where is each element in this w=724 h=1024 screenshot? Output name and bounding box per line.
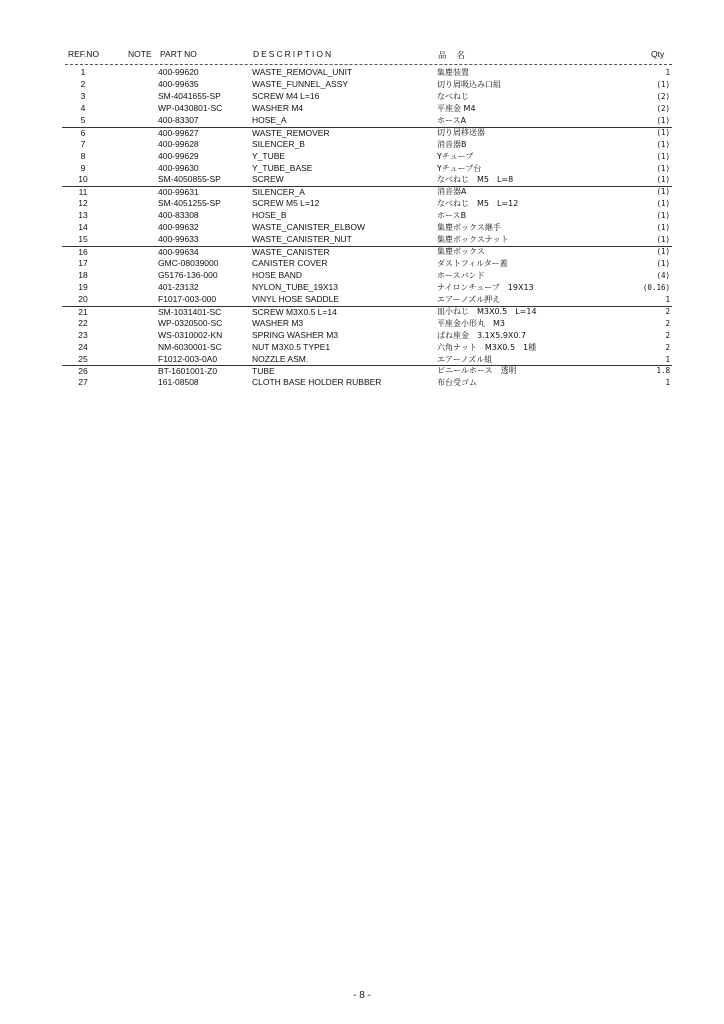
part-no-cell: SM-1031401-SC bbox=[158, 306, 222, 317]
qty-cell: 1 bbox=[665, 68, 670, 77]
description-cell: WASHER M4 bbox=[252, 102, 304, 113]
ref-no-cell: 9 bbox=[80, 162, 86, 173]
ref-no-cell: 26 bbox=[78, 366, 88, 377]
japanese-name-cell: なべねじ M5 L=12 bbox=[437, 199, 519, 209]
qty-cell: 2 bbox=[665, 318, 670, 328]
japanese-name-cell: エアーノズル組 bbox=[437, 354, 493, 364]
qty-cell: (2) bbox=[656, 91, 670, 101]
part-no-cell: 400-99628 bbox=[158, 138, 199, 149]
qty-cell: 2 bbox=[665, 342, 670, 352]
qty-cell: (0.16) bbox=[642, 282, 670, 292]
part-no-cell: WS-0310002-KN bbox=[158, 329, 223, 340]
qty-cell: (2) bbox=[656, 103, 670, 113]
ref-no-cell: 24 bbox=[78, 341, 88, 352]
japanese-name-cell: ホースB bbox=[437, 211, 467, 221]
japanese-name-cell: 消音器A bbox=[437, 187, 467, 197]
description-cell: HOSE_A bbox=[252, 114, 287, 125]
qty-cell: (1) bbox=[656, 79, 670, 89]
table-row bbox=[62, 222, 672, 234]
description-cell: CANISTER COVER bbox=[252, 258, 328, 268]
table-row bbox=[62, 294, 672, 306]
part-no-cell: 401-23132 bbox=[158, 281, 199, 292]
japanese-name-cell: 切り屑移送器 bbox=[437, 127, 485, 137]
japanese-name-cell: 集塵ボックス継手 bbox=[437, 223, 501, 233]
ref-no-cell: 20 bbox=[78, 293, 88, 304]
ref-no-cell: 21 bbox=[78, 306, 88, 317]
qty-cell: (1) bbox=[656, 211, 670, 221]
japanese-name-cell: ホースバンド bbox=[437, 270, 485, 280]
japanese-name-cell: エアーノズル押え bbox=[437, 294, 501, 304]
description-cell: WASTE_FUNNEL_ASSY bbox=[252, 78, 349, 89]
description-cell: NYLON_TUBE_19X13 bbox=[252, 281, 338, 292]
description-cell: VINYL HOSE SADDLE bbox=[252, 293, 340, 304]
part-no-cell: SM-4051255-SP bbox=[158, 198, 221, 209]
ref-no-cell: 12 bbox=[78, 198, 88, 209]
qty-cell: (1) bbox=[656, 151, 670, 161]
table-row bbox=[62, 163, 672, 175]
qty-cell: (1) bbox=[656, 163, 670, 173]
japanese-name-cell: ビニールホース 透明 bbox=[437, 366, 517, 376]
description-cell: WASTE_CANISTER_NUT bbox=[252, 234, 352, 245]
description-cell: SCREW bbox=[252, 174, 284, 185]
header-qty: Qty bbox=[651, 49, 665, 59]
ref-no-cell: 4 bbox=[80, 102, 86, 113]
page-number: - 8 - bbox=[353, 990, 371, 1001]
japanese-name-cell: なべねじ bbox=[437, 91, 469, 101]
qty-cell: 1 bbox=[665, 294, 670, 304]
header-description: DESCRIPTION bbox=[253, 49, 334, 59]
table-row bbox=[62, 210, 672, 222]
part-no-cell: 400-99631 bbox=[158, 187, 199, 198]
part-no-cell: NM-6030001-SC bbox=[158, 341, 222, 352]
part-no-cell: WP-0430801-SC bbox=[158, 102, 223, 113]
header-japanese-name: 品名 bbox=[438, 50, 476, 60]
description-cell: WASHER M3 bbox=[252, 317, 304, 328]
part-no-cell: BT-1601001-Z0 bbox=[158, 366, 218, 377]
ref-no-cell: 2 bbox=[80, 78, 86, 89]
table-row bbox=[62, 103, 672, 115]
table-row bbox=[62, 186, 672, 198]
ref-no-cell: 7 bbox=[80, 138, 86, 149]
table-header bbox=[62, 49, 672, 63]
qty-cell: (1) bbox=[656, 235, 670, 245]
description-cell: NUT M3X0.5 TYPE1 bbox=[252, 341, 331, 352]
table-row bbox=[62, 377, 672, 389]
part-no-cell: 400-83308 bbox=[158, 210, 199, 221]
qty-cell: (1) bbox=[656, 127, 670, 137]
part-no-cell: F1017-003-000 bbox=[158, 293, 217, 304]
description-cell: HOSE_B bbox=[252, 210, 287, 221]
ref-no-cell: 15 bbox=[78, 234, 88, 245]
part-no-cell: 400-99629 bbox=[158, 150, 199, 161]
description-cell: SCREW M4 L=16 bbox=[252, 90, 320, 101]
part-no-cell: 400-99630 bbox=[158, 162, 199, 173]
ref-no-cell: 11 bbox=[78, 187, 88, 198]
ref-no-cell: 18 bbox=[78, 269, 88, 280]
qty-cell: 1.8 bbox=[656, 366, 670, 376]
table-row bbox=[62, 139, 672, 151]
description-cell: HOSE BAND bbox=[252, 269, 303, 280]
description-cell: WASTE_REMOVER bbox=[252, 127, 330, 138]
ref-no-cell: 5 bbox=[80, 114, 86, 125]
table-row bbox=[62, 318, 672, 330]
ref-no-cell: 19 bbox=[78, 281, 88, 292]
ref-no-cell: 6 bbox=[80, 127, 86, 138]
description-cell: SILENCER_B bbox=[252, 138, 305, 149]
qty-cell: 1 bbox=[665, 378, 670, 388]
table-row bbox=[62, 67, 672, 79]
description-cell: Y_TUBE bbox=[252, 150, 286, 161]
description-cell: SCREW M5 L=12 bbox=[252, 198, 320, 209]
table-row bbox=[62, 174, 672, 186]
table-row bbox=[62, 258, 672, 270]
ref-no-cell: 14 bbox=[78, 222, 88, 233]
part-no-cell: 400-99620 bbox=[158, 67, 199, 77]
qty-cell: 2 bbox=[665, 306, 670, 316]
table-row bbox=[62, 127, 672, 139]
parts-table-body bbox=[62, 67, 672, 389]
qty-cell: (1) bbox=[656, 187, 670, 197]
table-row bbox=[62, 91, 672, 103]
japanese-name-cell: 集塵ボックス bbox=[437, 247, 485, 257]
japanese-name-cell: 皿小ねじ M3X0.5 L=14 bbox=[437, 306, 537, 316]
japanese-name-cell: ばね座金 3.1X5.9X0.7 bbox=[437, 330, 527, 340]
table-row bbox=[62, 234, 672, 246]
description-cell: WASTE_CANISTER_ELBOW bbox=[252, 222, 366, 233]
ref-no-cell: 22 bbox=[78, 317, 88, 328]
part-no-cell: 400-99632 bbox=[158, 222, 199, 233]
ref-no-cell: 13 bbox=[78, 210, 88, 221]
table-row bbox=[62, 198, 672, 210]
japanese-name-cell: 集塵装置 bbox=[437, 68, 469, 77]
description-cell: WASTE_REMOVAL_UNIT bbox=[252, 67, 353, 77]
part-no-cell: 400-83307 bbox=[158, 114, 199, 125]
table-row bbox=[62, 79, 672, 91]
qty-cell: (1) bbox=[656, 223, 670, 233]
qty-cell: (1) bbox=[656, 199, 670, 209]
table-row bbox=[62, 354, 672, 366]
table-row bbox=[62, 365, 672, 377]
ref-no-cell: 3 bbox=[80, 90, 86, 101]
description-cell: SPRING WASHER M3 bbox=[252, 329, 339, 340]
ref-no-cell: 23 bbox=[78, 329, 88, 340]
qty-cell: 1 bbox=[665, 354, 670, 364]
table-row bbox=[62, 115, 672, 127]
japanese-name-cell: 平座金 M4 bbox=[437, 103, 476, 113]
part-no-cell: F1012-003-0A0 bbox=[158, 353, 218, 364]
ref-no-cell: 8 bbox=[80, 150, 86, 161]
table-row bbox=[62, 330, 672, 342]
japanese-name-cell: 消音器B bbox=[437, 139, 467, 149]
ref-no-cell: 27 bbox=[78, 377, 88, 388]
japanese-name-cell: 平座金小形丸 M3 bbox=[437, 318, 505, 328]
qty-cell: (4) bbox=[656, 270, 670, 280]
qty-cell: (1) bbox=[656, 175, 670, 185]
qty-cell: (1) bbox=[656, 115, 670, 125]
qty-cell: (1) bbox=[656, 247, 670, 257]
ref-no-cell: 25 bbox=[78, 353, 88, 364]
japanese-name-cell: Yチューブ台 bbox=[437, 163, 482, 173]
part-no-cell: SM-4041655-SP bbox=[158, 90, 221, 101]
part-no-cell: SM-4050855-SP bbox=[158, 174, 221, 185]
qty-cell: (1) bbox=[656, 139, 670, 149]
ref-no-cell: 16 bbox=[78, 247, 88, 258]
description-cell: TUBE bbox=[252, 366, 275, 377]
qty-cell: (1) bbox=[656, 259, 670, 268]
table-row bbox=[62, 270, 672, 282]
ref-no-cell: 17 bbox=[78, 258, 88, 268]
part-no-cell: 400-99633 bbox=[158, 234, 199, 245]
header-ref-no: REF.NO bbox=[68, 49, 100, 59]
part-no-cell: 400-99635 bbox=[158, 78, 199, 89]
description-cell: NOZZLE ASM. bbox=[252, 353, 309, 364]
description-cell: Y_TUBE_BASE bbox=[252, 162, 313, 173]
description-cell: CLOTH BASE HOLDER RUBBER bbox=[252, 377, 382, 388]
header-part-no: PART NO bbox=[160, 49, 197, 59]
japanese-name-cell: Yチューブ bbox=[437, 151, 474, 161]
part-no-cell: 400-99627 bbox=[158, 127, 199, 138]
part-no-cell: 400-99634 bbox=[158, 247, 199, 258]
japanese-name-cell: 切り屑吸込み口組 bbox=[437, 79, 501, 89]
table-row bbox=[62, 342, 672, 354]
part-no-cell: GMC-08039000 bbox=[158, 258, 219, 268]
part-no-cell: WP-0320500-SC bbox=[158, 317, 223, 328]
ref-no-cell: 10 bbox=[78, 174, 88, 185]
header-note: NOTE bbox=[128, 49, 152, 59]
japanese-name-cell: ナイロンチューブ 19X13 bbox=[437, 282, 534, 292]
description-cell: WASTE_CANISTER bbox=[252, 247, 330, 258]
japanese-name-cell: 布台受ゴム bbox=[437, 378, 477, 388]
table-row bbox=[62, 246, 672, 258]
japanese-name-cell: なべねじ M5 L=8 bbox=[437, 175, 514, 185]
description-cell: SILENCER_A bbox=[252, 187, 305, 198]
table-row bbox=[62, 282, 672, 294]
table-row bbox=[62, 151, 672, 163]
part-no-cell: G5176-136-000 bbox=[158, 269, 218, 280]
japanese-name-cell: 六角ナット M3X0.5 1種 bbox=[437, 342, 537, 352]
header-divider bbox=[65, 64, 672, 65]
description-cell: SCREW M3X0.5 L=14 bbox=[252, 306, 337, 317]
japanese-name-cell: 集塵ボックスナット bbox=[437, 235, 509, 245]
ref-no-cell: 1 bbox=[80, 67, 86, 77]
part-no-cell: 161-08508 bbox=[158, 377, 199, 388]
qty-cell: 2 bbox=[665, 330, 670, 340]
japanese-name-cell: ダストフィルター蓋 bbox=[437, 259, 508, 268]
japanese-name-cell: ホースA bbox=[437, 115, 467, 125]
table-row bbox=[62, 306, 672, 318]
